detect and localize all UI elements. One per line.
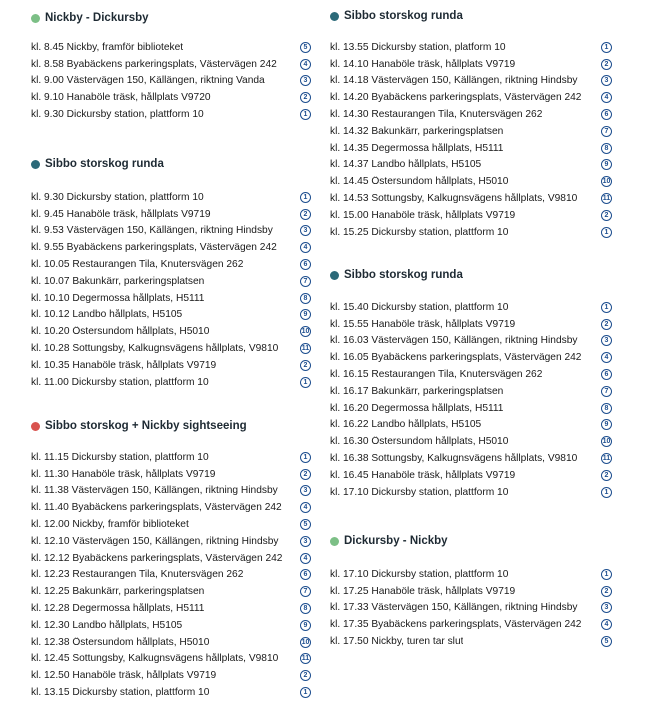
schedule-row xyxy=(330,157,612,174)
stop-number-badge: 3 xyxy=(300,536,311,547)
stop-number-badge: 1 xyxy=(601,302,612,313)
schedule-list xyxy=(31,189,311,391)
schedule-row-text: kl. 12.25 Bakunkärr, parkeringsplatsen xyxy=(31,586,205,598)
schedule-row-text: kl. 16.38 Sottungsby, Kalkugnsvägens hållplats, V9810 xyxy=(330,453,578,465)
stop-number-badge: 6 xyxy=(601,369,612,380)
schedule-list xyxy=(330,39,612,241)
schedule-row xyxy=(31,106,311,123)
schedule-row xyxy=(31,651,311,668)
stop-number-badge: 5 xyxy=(300,519,311,530)
schedule-row-text: kl. 8.45 Nickby, framför biblioteket xyxy=(31,41,184,53)
schedule-row-text: kl. 14.45 Östersundom hållplats, H5010 xyxy=(330,176,509,188)
stop-number-badge: 2 xyxy=(300,469,311,480)
section-title xyxy=(31,155,311,173)
schedule-row xyxy=(31,239,311,256)
stop-number-badge: 1 xyxy=(300,452,311,463)
schedule-row-text: kl. 10.10 Degermossa hållplats, H5111 xyxy=(31,292,205,304)
schedule-row xyxy=(330,417,612,434)
stop-number-badge: 6 xyxy=(300,569,311,580)
schedule-row-text: kl. 12.50 Hanaböle träsk, hållplats V9719 xyxy=(31,670,217,682)
schedule-list xyxy=(31,39,311,123)
stop-number-badge: 2 xyxy=(601,319,612,330)
schedule-row xyxy=(31,290,311,307)
stop-number-badge: 3 xyxy=(300,225,311,236)
schedule-row xyxy=(330,73,612,90)
schedule-row xyxy=(31,667,311,684)
schedule-row xyxy=(330,56,612,73)
schedule-row-text: kl. 16.05 Byabäckens parkeringsplats, Västervägen 242 xyxy=(330,352,582,364)
schedule-row xyxy=(330,383,612,400)
schedule-row-text: kl. 17.50 Nickby, turen tar slut xyxy=(330,636,464,648)
schedule-row-text: kl. 14.10 Hanaböle träsk, hållplats V9719 xyxy=(330,58,516,70)
schedule-row xyxy=(330,366,612,383)
schedule-row-text: kl. 10.20 Östersundom hållplats, H5010 xyxy=(31,326,210,338)
stop-number-badge: 9 xyxy=(300,620,311,631)
schedule-row-text: kl. 12.28 Degermossa hållplats, H5111 xyxy=(31,603,205,615)
schedule-row-text: kl. 11.40 Byabäckens parkeringsplats, Västervägen 242 xyxy=(31,502,282,514)
schedule-row xyxy=(330,173,612,190)
stop-number-badge: 2 xyxy=(601,210,612,221)
schedule-list xyxy=(31,449,311,701)
schedule-row-text: kl. 16.15 Restaurangen Tila, Knutersvägen 262 xyxy=(330,369,543,381)
stop-number-badge: 8 xyxy=(300,603,311,614)
stop-number-badge: 7 xyxy=(601,386,612,397)
stop-number-badge: 5 xyxy=(300,42,311,53)
schedule-row-text: kl. 11.38 Västervägen 150, Källängen, riktning Hindsby xyxy=(31,485,278,497)
schedule-row-text: kl. 13.55 Dickursby station, platform 10 xyxy=(330,41,506,53)
schedule-row xyxy=(330,583,612,600)
stop-number-badge: 2 xyxy=(601,586,612,597)
schedule-row xyxy=(330,633,612,650)
schedule-row-text: kl. 15.00 Hanaböle träsk, hållplats V9719 xyxy=(330,209,516,221)
schedule-row xyxy=(31,256,311,273)
schedule-row xyxy=(330,349,612,366)
schedule-row xyxy=(31,449,311,466)
stop-number-badge: 11 xyxy=(301,655,310,663)
schedule-row xyxy=(330,600,612,617)
schedule-row xyxy=(31,273,311,290)
schedule-row-text: kl. 9.30 Dickursby station, plattform 10 xyxy=(31,109,204,121)
stop-number-badge: 9 xyxy=(601,419,612,430)
route-dot-icon xyxy=(330,12,339,21)
schedule-row xyxy=(31,684,311,701)
schedule-row-text: kl. 17.33 Västervägen 150, Källängen, riktning Hindsby xyxy=(330,602,578,614)
stop-number-badge: 3 xyxy=(601,335,612,346)
schedule-row xyxy=(330,616,612,633)
schedule-row xyxy=(330,190,612,207)
stop-number-badge: 2 xyxy=(300,209,311,220)
stop-number-badge: 5 xyxy=(601,636,612,647)
section-title-text: Sibbo storskog runda xyxy=(344,10,463,22)
schedule-row-text: kl. 9.30 Dickursby station, plattform 10 xyxy=(31,191,204,203)
schedule-row-text: kl. 12.30 Landbo hållplats, H5105 xyxy=(31,619,183,631)
stop-number-badge: 1 xyxy=(601,42,612,53)
schedule-row xyxy=(31,357,311,374)
route-dot-icon xyxy=(31,160,40,169)
schedule-row xyxy=(330,207,612,224)
stop-number-badge: 1 xyxy=(300,109,311,120)
schedule-row xyxy=(330,433,612,450)
schedule-row xyxy=(31,567,311,584)
schedule-row xyxy=(31,516,311,533)
schedule-row-text: kl. 9.00 Västervägen 150, Källängen, riktning Vanda xyxy=(31,75,265,87)
stop-number-badge: 4 xyxy=(300,59,311,70)
schedule-row-text: kl. 12.12 Byabäckens parkeringsplats, Västervägen 242 xyxy=(31,552,283,564)
schedule-row-text: kl. 14.53 Sottungsby, Kalkugnsvägens hållplats, V9810 xyxy=(330,193,578,205)
schedule-row xyxy=(31,583,311,600)
schedule-row xyxy=(31,206,311,223)
schedule-row xyxy=(31,89,311,106)
stop-number-badge: 2 xyxy=(300,670,311,681)
section-title-text: Sibbo storskog + Nickby sightseeing xyxy=(45,420,247,432)
stop-number-badge: 4 xyxy=(300,242,311,253)
schedule-row xyxy=(31,550,311,567)
schedule-row xyxy=(330,299,612,316)
stop-number-badge: 4 xyxy=(601,352,612,363)
route-dot-icon xyxy=(330,537,339,546)
stop-number-badge: 8 xyxy=(601,143,612,154)
schedule-row xyxy=(31,223,311,240)
schedule-row xyxy=(330,39,612,56)
schedule-row-text: kl. 9.55 Byabäckens parkeringsplats, Västervägen 242 xyxy=(31,242,277,254)
schedule-row-text: kl. 9.10 Hanaböle träsk, hållplats V9720 xyxy=(31,92,211,104)
stop-number-badge: 7 xyxy=(300,586,311,597)
schedule-row-text: kl. 12.23 Restaurangen Tila, Knutersvägen 262 xyxy=(31,569,244,581)
schedule-row xyxy=(330,140,612,157)
schedule-row xyxy=(330,450,612,467)
schedule-row xyxy=(330,123,612,140)
schedule-row-text: kl. 10.35 Hanaböle träsk, hållplats V9719 xyxy=(31,359,217,371)
schedule-row-text: kl. 12.45 Sottungsby, Kalkugnsvägens hållplats, V9810 xyxy=(31,653,279,665)
schedule-row-text: kl. 11.30 Hanaböle träsk, hållplats V9719 xyxy=(31,468,216,480)
schedule-row xyxy=(31,499,311,516)
schedule-row-text: kl. 10.07 Bakunkärr, parkeringsplatsen xyxy=(31,275,205,287)
schedule-row-text: kl. 12.10 Västervägen 150, Källängen, riktning Hindsby xyxy=(31,535,279,547)
stop-number-badge: 6 xyxy=(300,259,311,270)
schedule-row xyxy=(31,374,311,391)
schedule-row-text: kl. 14.30 Restaurangen Tila, Knutersvägen 262 xyxy=(330,109,543,121)
schedule-row xyxy=(31,466,311,483)
stop-number-badge: 3 xyxy=(300,485,311,496)
stop-number-badge: 4 xyxy=(601,619,612,630)
stop-number-badge: 4 xyxy=(601,92,612,103)
stop-number-badge: 11 xyxy=(602,195,611,203)
schedule-row xyxy=(330,89,612,106)
schedule-row xyxy=(330,400,612,417)
schedule-row-text: kl. 13.15 Dickursby station, plattform 10 xyxy=(31,687,210,699)
schedule-row-text: kl. 12.38 Östersundom hållplats, H5010 xyxy=(31,636,210,648)
schedule-row-text: kl. 8.58 Byabäckens parkeringsplats, Västervägen 242 xyxy=(31,58,277,70)
schedule-row xyxy=(330,106,612,123)
section-title-text: Dickursby - Nickby xyxy=(344,535,448,547)
schedule-row xyxy=(31,634,311,651)
schedule-row-text: kl. 14.20 Byabäckens parkeringsplats, Västervägen 242 xyxy=(330,92,582,104)
schedule-row-text: kl. 14.18 Västervägen 150, Källängen, riktning Hindsby xyxy=(330,75,578,87)
schedule-row-text: kl. 14.37 Landbo hållplats, H5105 xyxy=(330,159,482,171)
schedule-row xyxy=(31,307,311,324)
schedule-row xyxy=(330,224,612,241)
stop-number-badge: 7 xyxy=(601,126,612,137)
schedule-row-text: kl. 16.17 Bakunkärr, parkeringsplatsen xyxy=(330,385,504,397)
schedule-row-text: kl. 9.45 Hanaböle träsk, hållplats V9719 xyxy=(31,208,211,220)
stop-number-badge: 10 xyxy=(301,328,310,336)
schedule-row-text: kl. 17.25 Hanaböle träsk, hållplats V9719 xyxy=(330,585,516,597)
stop-number-badge: 1 xyxy=(300,192,311,203)
schedule-row xyxy=(31,600,311,617)
schedule-row-text: kl. 16.22 Landbo hållplats, H5105 xyxy=(330,419,482,431)
stop-number-badge: 3 xyxy=(601,602,612,613)
schedule-row xyxy=(330,484,612,501)
stop-number-badge: 1 xyxy=(601,227,612,238)
schedule-row-text: kl. 16.30 Östersundom hållplats, H5010 xyxy=(330,436,509,448)
schedule-row-text: kl. 17.10 Dickursby station, plattform 10 xyxy=(330,568,509,580)
section-title-text: Sibbo storskog runda xyxy=(45,158,164,170)
schedule-row-text: kl. 11.15 Dickursby station, plattform 10 xyxy=(31,451,209,463)
schedule-row xyxy=(330,467,612,484)
schedule-row xyxy=(330,566,612,583)
stop-number-badge: 8 xyxy=(601,403,612,414)
stop-number-badge: 2 xyxy=(300,360,311,371)
stop-number-badge: 11 xyxy=(301,345,310,353)
stop-number-badge: 8 xyxy=(300,293,311,304)
section-title xyxy=(31,417,311,435)
schedule-row-text: kl. 16.45 Hanaböle träsk, hållplats V9719 xyxy=(330,469,516,481)
stop-number-badge: 7 xyxy=(300,276,311,287)
schedule-row xyxy=(31,323,311,340)
schedule-row xyxy=(31,483,311,500)
stop-number-badge: 1 xyxy=(300,687,311,698)
schedule-row-text: kl. 12.00 Nickby, framför biblioteket xyxy=(31,519,189,531)
schedule-list xyxy=(330,299,612,501)
section-title xyxy=(31,9,311,27)
schedule-row-text: kl. 10.12 Landbo hållplats, H5105 xyxy=(31,309,183,321)
schedule-list xyxy=(330,566,612,650)
schedule-row-text: kl. 17.10 Dickursby station, plattform 10 xyxy=(330,486,509,498)
schedule-row xyxy=(330,333,612,350)
schedule-row xyxy=(31,189,311,206)
stop-number-badge: 4 xyxy=(300,553,311,564)
section-title-text: Sibbo storskog runda xyxy=(344,269,463,281)
stop-number-badge: 9 xyxy=(601,159,612,170)
schedule-row-text: kl. 17.35 Byabäckens parkeringsplats, Västervägen 242 xyxy=(330,619,582,631)
stop-number-badge: 1 xyxy=(601,569,612,580)
schedule-row xyxy=(31,533,311,550)
section-title xyxy=(330,266,612,284)
schedule-row xyxy=(31,56,311,73)
stop-number-badge: 2 xyxy=(601,470,612,481)
section-title xyxy=(330,7,612,25)
schedule-row-text: kl. 10.28 Sottungsby, Kalkugnsvägens hållplats, V9810 xyxy=(31,343,279,355)
schedule-row-text: kl. 15.40 Dickursby station, plattform 10 xyxy=(330,301,509,313)
stop-number-badge: 10 xyxy=(602,438,611,446)
schedule-row-text: kl. 14.32 Bakunkärr, parkeringsplatsen xyxy=(330,125,504,137)
stop-number-badge: 4 xyxy=(300,502,311,513)
stop-number-badge: 3 xyxy=(601,75,612,86)
section-title-text: Nickby - Dickursby xyxy=(45,12,149,24)
stop-number-badge: 2 xyxy=(601,59,612,70)
schedule-row-text: kl. 15.25 Dickursby station, plattform 10 xyxy=(330,226,509,238)
schedule-row-text: kl. 14.35 Degermossa hållplats, H5111 xyxy=(330,142,504,154)
stop-number-badge: 10 xyxy=(301,638,310,646)
stop-number-badge: 2 xyxy=(300,92,311,103)
schedule-row-text: kl. 10.05 Restaurangen Tila, Knutersvägen 262 xyxy=(31,259,244,271)
route-dot-icon xyxy=(330,271,339,280)
schedule-row-text: kl. 9.53 Västervägen 150, Källängen, riktning Hindsby xyxy=(31,225,273,237)
schedule-row-text: kl. 16.20 Degermossa hållplats, H5111 xyxy=(330,402,504,414)
stop-number-badge: 3 xyxy=(300,75,311,86)
stop-number-badge: 9 xyxy=(300,309,311,320)
schedule-row xyxy=(31,617,311,634)
stop-number-badge: 6 xyxy=(601,109,612,120)
schedule-row-text: kl. 16.03 Västervägen 150, Källängen, riktning Hindsby xyxy=(330,335,578,347)
stop-number-badge: 1 xyxy=(601,487,612,498)
schedule-row xyxy=(31,39,311,56)
schedule-row xyxy=(31,73,311,90)
schedule-row xyxy=(330,316,612,333)
stop-number-badge: 11 xyxy=(602,455,611,463)
stop-number-badge: 10 xyxy=(602,178,611,186)
schedule-row xyxy=(31,340,311,357)
section-title xyxy=(330,532,612,550)
route-dot-icon xyxy=(31,14,40,23)
schedule-row-text: kl. 11.00 Dickursby station, plattform 10 xyxy=(31,376,209,388)
route-dot-icon xyxy=(31,422,40,431)
stop-number-badge: 1 xyxy=(300,377,311,388)
schedule-row-text: kl. 15.55 Hanaböle träsk, hållplats V9719 xyxy=(330,318,516,330)
